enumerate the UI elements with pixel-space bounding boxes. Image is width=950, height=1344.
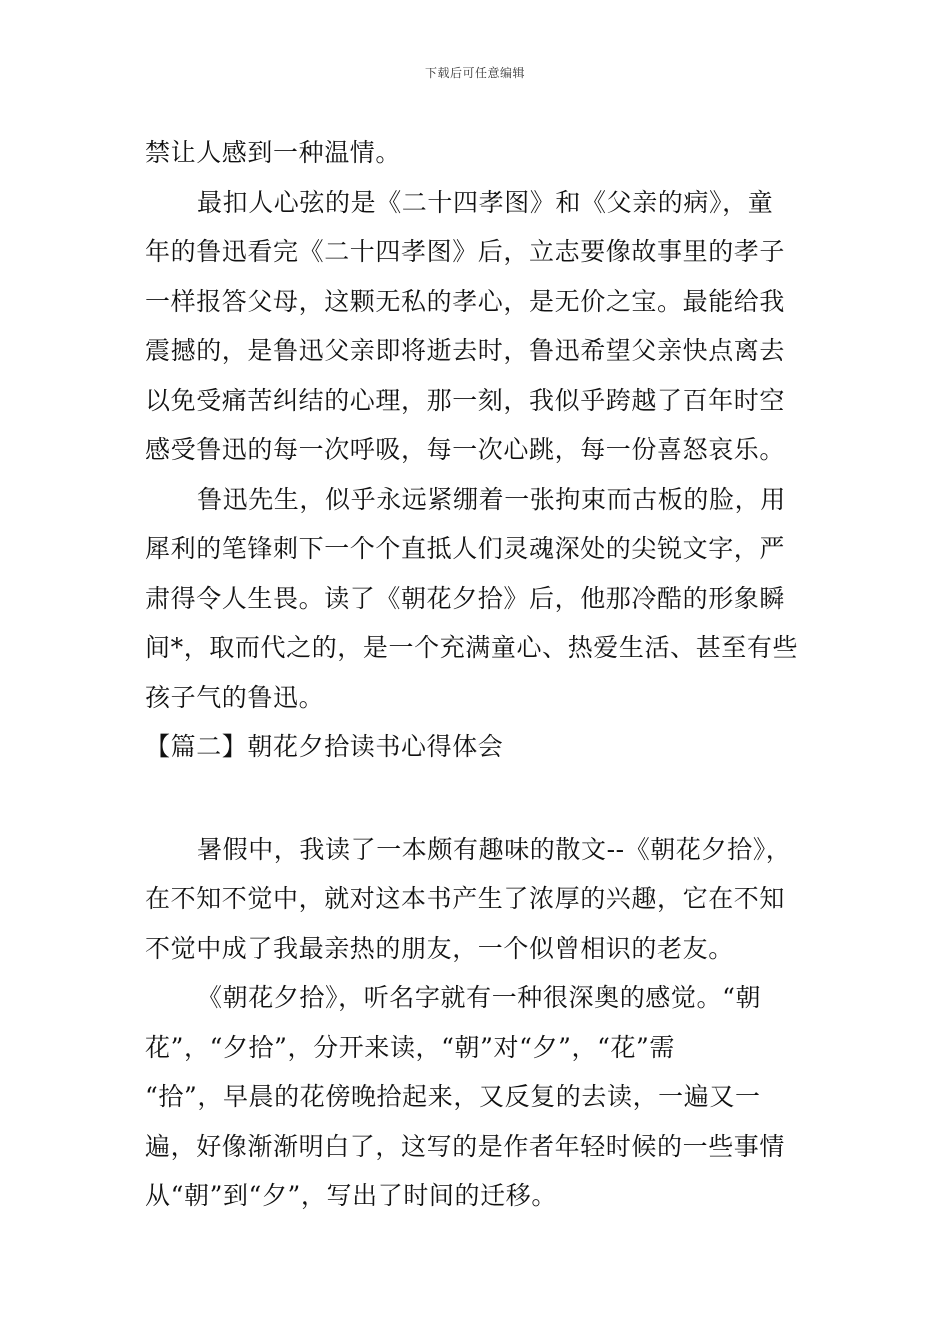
- section-heading: 【篇二】朝花夕拾读书心得体会: [145, 732, 504, 761]
- text-line: 感受鲁迅的每一次呼吸，每一次心跳，每一份喜怒哀乐。: [145, 435, 786, 464]
- paragraph-start: 鲁迅先生，似乎永远紧绷着一张拘束而古板的脸，用: [197, 484, 786, 514]
- paragraph-start: 《朝花夕拾》，听名字就有一种很深奥的感觉。“朝: [197, 983, 762, 1012]
- text-line: 在不知不觉中，就对这本书产生了浓厚的兴趣，它在不知: [145, 884, 786, 913]
- text-line: 一样报答父母，这颗无私的孝心，是无价之宝。最能给我: [145, 286, 786, 316]
- text-line: 花”，“夕拾”，分开来读，“朝”对“夕”，“花”需: [145, 1032, 676, 1062]
- text-line: 年的鲁迅看完《二十四孝图》后，立志要像故事里的孝子: [145, 237, 786, 266]
- text-line: 从“朝”到“夕”，写出了时间的迁移。: [145, 1181, 557, 1210]
- text-line: 禁让人感到一种温情。: [145, 138, 402, 167]
- text-line: 遍，好像渐渐明白了，这写的是作者年轻时候的一些事情: [145, 1131, 786, 1161]
- text-line: 间*，取而代之的，是一个充满童心、热爱生活、甚至有些: [145, 633, 799, 662]
- text-line: 犀利的笔锋刺下一个个直抵人们灵魂深处的尖锐文字，严: [145, 534, 786, 563]
- paragraph-start: 暑假中，我读了一本颇有趣味的散文--《朝花夕拾》，: [197, 834, 792, 864]
- text-line: 不觉中成了我最亲热的朋友，一个似曾相识的老友。: [145, 933, 734, 963]
- text-line: 孩子气的鲁迅。: [145, 682, 325, 712]
- text-line: 肃得令人生畏。读了《朝花夕拾》后，他那冷酷的形象瞬: [145, 583, 786, 613]
- page-header: 下载后可任意编辑: [424, 66, 525, 80]
- paragraph-start: 最扣人心弦的是《二十四孝图》和《父亲的病》，童: [197, 187, 774, 217]
- text-line: “拾”，早晨的花傍晚拾起来，又反复的去读，一遍又一: [145, 1082, 761, 1111]
- text-line: 震撼的，是鲁迅父亲即将逝去时，鲁迅希望父亲快点离去: [145, 336, 786, 365]
- blank-space: [145, 772, 815, 825]
- text-line: 以免受痛苦纠结的心理，那一刻，我似乎跨越了百年时空: [145, 385, 786, 415]
- document-body: [145, 128, 815, 1221]
